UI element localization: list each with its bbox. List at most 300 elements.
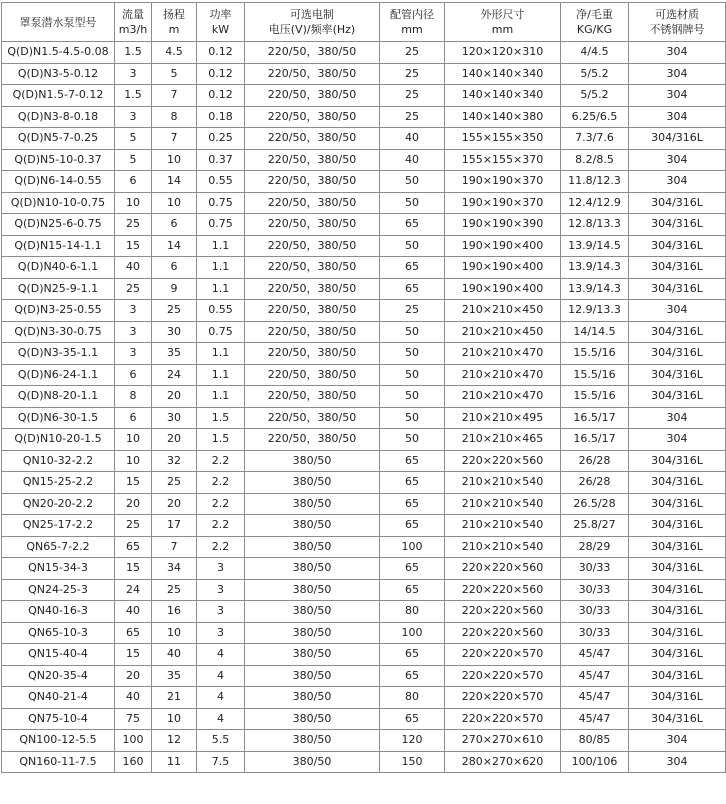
- cell-material: 304: [629, 171, 726, 193]
- cell-dimensions: 190×190×370: [445, 171, 561, 193]
- table-row: [2, 450, 726, 472]
- cell-power: 1.1: [197, 235, 245, 257]
- cell-material: 304/316L: [629, 321, 726, 343]
- cell-pipe: 50: [380, 321, 445, 343]
- cell-model: Q(D)N3-35-1.1: [2, 343, 115, 365]
- cell-electrical: 220/50，380/50: [245, 386, 380, 408]
- cell-material: 304/316L: [629, 515, 726, 537]
- cell-model: Q(D)N15-14-1.1: [2, 235, 115, 257]
- cell-pipe: 80: [380, 601, 445, 623]
- cell-pipe: 65: [380, 278, 445, 300]
- header-pipe: [380, 3, 445, 42]
- cell-weight: 45/47: [561, 644, 629, 666]
- cell-electrical: 380/50: [245, 536, 380, 558]
- table-row: [2, 708, 726, 730]
- cell-flow: 15: [115, 472, 152, 494]
- cell-model: Q(D)N5-10-0.37: [2, 149, 115, 171]
- header-electrical: [245, 3, 380, 42]
- cell-power: 4: [197, 687, 245, 709]
- table-row: [2, 128, 726, 150]
- cell-material: 304/316L: [629, 214, 726, 236]
- cell-material: 304/316L: [629, 536, 726, 558]
- cell-weight: 26/28: [561, 472, 629, 494]
- cell-electrical: 220/50，380/50: [245, 429, 380, 451]
- cell-dimensions: 140×140×340: [445, 63, 561, 85]
- cell-electrical: 220/50，380/50: [245, 364, 380, 386]
- cell-dimensions: 190×190×370: [445, 192, 561, 214]
- table-body: [2, 42, 726, 773]
- cell-electrical: 380/50: [245, 644, 380, 666]
- cell-head: 32: [152, 450, 197, 472]
- table-row: [2, 622, 726, 644]
- cell-head: 20: [152, 493, 197, 515]
- header-dimensions-unit: mm: [491, 23, 514, 36]
- cell-head: 20: [152, 429, 197, 451]
- cell-pipe: 50: [380, 192, 445, 214]
- header-head-label: 扬程: [163, 8, 185, 21]
- cell-material: 304/316L: [629, 386, 726, 408]
- header-weight-label: 净/毛重: [576, 8, 613, 21]
- cell-flow: 20: [115, 493, 152, 515]
- cell-electrical: 220/50，380/50: [245, 278, 380, 300]
- cell-dimensions: 270×270×610: [445, 730, 561, 752]
- cell-dimensions: 210×210×450: [445, 321, 561, 343]
- cell-pipe: 100: [380, 622, 445, 644]
- table-row: [2, 687, 726, 709]
- cell-material: 304: [629, 42, 726, 64]
- table-row: [2, 278, 726, 300]
- cell-weight: 28/29: [561, 536, 629, 558]
- cell-pipe: 50: [380, 386, 445, 408]
- cell-power: 0.75: [197, 321, 245, 343]
- cell-power: 0.37: [197, 149, 245, 171]
- cell-dimensions: 220×220×570: [445, 665, 561, 687]
- cell-pipe: 65: [380, 579, 445, 601]
- cell-power: 0.75: [197, 192, 245, 214]
- cell-dimensions: 220×220×560: [445, 601, 561, 623]
- cell-flow: 6: [115, 364, 152, 386]
- cell-weight: 30/33: [561, 622, 629, 644]
- header-pipe-unit: mm: [401, 23, 423, 36]
- header-pipe-label: 配管内径: [390, 8, 434, 21]
- cell-electrical: 220/50，380/50: [245, 192, 380, 214]
- cell-model: QN20-20-2.2: [2, 493, 115, 515]
- cell-dimensions: 210×210×540: [445, 536, 561, 558]
- table-row: [2, 386, 726, 408]
- cell-flow: 20: [115, 665, 152, 687]
- cell-weight: 15.5/16: [561, 364, 629, 386]
- cell-head: 25: [152, 472, 197, 494]
- cell-electrical: 220/50，380/50: [245, 343, 380, 365]
- cell-electrical: 380/50: [245, 665, 380, 687]
- table-row: [2, 472, 726, 494]
- cell-material: 304/316L: [629, 257, 726, 279]
- cell-dimensions: 190×190×400: [445, 257, 561, 279]
- cell-material: 304: [629, 106, 726, 128]
- header-power: [197, 3, 245, 42]
- cell-dimensions: 190×190×400: [445, 278, 561, 300]
- cell-flow: 15: [115, 558, 152, 580]
- cell-dimensions: 210×210×495: [445, 407, 561, 429]
- header-flow-label: 流量: [122, 8, 144, 21]
- cell-electrical: 220/50，380/50: [245, 407, 380, 429]
- cell-flow: 1.5: [115, 85, 152, 107]
- cell-flow: 5: [115, 128, 152, 150]
- cell-flow: 6: [115, 171, 152, 193]
- table-row: [2, 579, 726, 601]
- cell-head: 35: [152, 343, 197, 365]
- cell-flow: 10: [115, 429, 152, 451]
- cell-power: 3: [197, 622, 245, 644]
- cell-power: 0.12: [197, 63, 245, 85]
- cell-weight: 16.5/17: [561, 429, 629, 451]
- cell-flow: 25: [115, 214, 152, 236]
- cell-power: 2.2: [197, 536, 245, 558]
- cell-power: 0.55: [197, 300, 245, 322]
- cell-electrical: 220/50，380/50: [245, 171, 380, 193]
- cell-flow: 75: [115, 708, 152, 730]
- table-row: [2, 343, 726, 365]
- cell-model: Q(D)N8-20-1.1: [2, 386, 115, 408]
- cell-head: 40: [152, 644, 197, 666]
- cell-pipe: 25: [380, 106, 445, 128]
- cell-dimensions: 220×220×570: [445, 687, 561, 709]
- cell-pipe: 65: [380, 257, 445, 279]
- cell-model: Q(D)N5-7-0.25: [2, 128, 115, 150]
- cell-dimensions: 210×210×470: [445, 386, 561, 408]
- cell-electrical: 380/50: [245, 515, 380, 537]
- cell-weight: 26.5/28: [561, 493, 629, 515]
- cell-electrical: 380/50: [245, 579, 380, 601]
- cell-dimensions: 140×140×340: [445, 85, 561, 107]
- cell-model: QN15-34-3: [2, 558, 115, 580]
- cell-power: 4: [197, 708, 245, 730]
- cell-model: Q(D)N1.5-7-0.12: [2, 85, 115, 107]
- table-row: [2, 730, 726, 752]
- cell-flow: 3: [115, 321, 152, 343]
- cell-head: 25: [152, 579, 197, 601]
- table-row: [2, 407, 726, 429]
- cell-weight: 100/106: [561, 751, 629, 773]
- cell-material: 304/316L: [629, 665, 726, 687]
- cell-dimensions: 190×190×400: [445, 235, 561, 257]
- cell-model: QN40-16-3: [2, 601, 115, 623]
- cell-head: 24: [152, 364, 197, 386]
- table-row: [2, 644, 726, 666]
- cell-head: 7: [152, 85, 197, 107]
- cell-material: 304/316L: [629, 622, 726, 644]
- header-dimensions-label: 外形尺寸: [480, 8, 525, 21]
- header-head: [152, 3, 197, 42]
- cell-flow: 40: [115, 687, 152, 709]
- cell-head: 5: [152, 63, 197, 85]
- cell-model: QN10-32-2.2: [2, 450, 115, 472]
- cell-model: Q(D)N10-20-1.5: [2, 429, 115, 451]
- table-row: [2, 257, 726, 279]
- cell-flow: 100: [115, 730, 152, 752]
- cell-model: QN40-21-4: [2, 687, 115, 709]
- cell-material: 304/316L: [629, 493, 726, 515]
- cell-electrical: 220/50，380/50: [245, 149, 380, 171]
- cell-electrical: 380/50: [245, 708, 380, 730]
- cell-pipe: 150: [380, 751, 445, 773]
- cell-pipe: 50: [380, 364, 445, 386]
- cell-weight: 13.9/14.5: [561, 235, 629, 257]
- cell-pipe: 65: [380, 472, 445, 494]
- cell-weight: 30/33: [561, 558, 629, 580]
- cell-head: 25: [152, 300, 197, 322]
- header-electrical-label: 可选电制: [290, 8, 334, 21]
- cell-model: QN75-10-4: [2, 708, 115, 730]
- cell-pipe: 25: [380, 42, 445, 64]
- pump-spec-table: [1, 2, 726, 773]
- cell-dimensions: 280×270×620: [445, 751, 561, 773]
- cell-power: 0.55: [197, 171, 245, 193]
- cell-material: 304/316L: [629, 278, 726, 300]
- cell-weight: 4/4.5: [561, 42, 629, 64]
- cell-model: Q(D)N6-14-0.55: [2, 171, 115, 193]
- cell-electrical: 380/50: [245, 558, 380, 580]
- cell-electrical: 380/50: [245, 601, 380, 623]
- cell-dimensions: 220×220×560: [445, 622, 561, 644]
- table-row: [2, 751, 726, 773]
- cell-electrical: 220/50，380/50: [245, 42, 380, 64]
- cell-head: 35: [152, 665, 197, 687]
- cell-head: 7: [152, 128, 197, 150]
- cell-electrical: 380/50: [245, 450, 380, 472]
- cell-flow: 40: [115, 601, 152, 623]
- cell-model: QN25-17-2.2: [2, 515, 115, 537]
- table-row: [2, 429, 726, 451]
- cell-weight: 7.3/7.6: [561, 128, 629, 150]
- cell-weight: 26/28: [561, 450, 629, 472]
- cell-pipe: 100: [380, 536, 445, 558]
- header-material-label: 可选材质: [655, 8, 699, 21]
- cell-weight: 45/47: [561, 687, 629, 709]
- table-row: [2, 42, 726, 64]
- cell-material: 304/316L: [629, 235, 726, 257]
- cell-material: 304/316L: [629, 558, 726, 580]
- cell-head: 6: [152, 214, 197, 236]
- cell-material: 304/316L: [629, 644, 726, 666]
- cell-weight: 25.8/27: [561, 515, 629, 537]
- cell-model: Q(D)N3-5-0.12: [2, 63, 115, 85]
- cell-power: 7.5: [197, 751, 245, 773]
- cell-electrical: 380/50: [245, 493, 380, 515]
- cell-flow: 6: [115, 407, 152, 429]
- cell-power: 3: [197, 579, 245, 601]
- cell-flow: 25: [115, 515, 152, 537]
- header-weight-unit: KG/KG: [576, 23, 613, 36]
- cell-model: Q(D)N1.5-4.5-0.08: [2, 42, 115, 64]
- cell-head: 30: [152, 321, 197, 343]
- cell-flow: 3: [115, 300, 152, 322]
- cell-power: 5.5: [197, 730, 245, 752]
- cell-flow: 5: [115, 149, 152, 171]
- table-row: [2, 214, 726, 236]
- cell-pipe: 65: [380, 214, 445, 236]
- cell-head: 4.5: [152, 42, 197, 64]
- cell-flow: 10: [115, 450, 152, 472]
- table-row: [2, 235, 726, 257]
- table-row: [2, 493, 726, 515]
- cell-flow: 65: [115, 622, 152, 644]
- table-row: [2, 149, 726, 171]
- cell-power: 2.2: [197, 450, 245, 472]
- cell-head: 7: [152, 536, 197, 558]
- cell-model: QN100-12-5.5: [2, 730, 115, 752]
- cell-electrical: 220/50，380/50: [245, 321, 380, 343]
- cell-power: 1.5: [197, 429, 245, 451]
- cell-electrical: 380/50: [245, 622, 380, 644]
- cell-pipe: 80: [380, 687, 445, 709]
- cell-electrical: 220/50，380/50: [245, 214, 380, 236]
- cell-model: QN20-35-4: [2, 665, 115, 687]
- cell-head: 20: [152, 386, 197, 408]
- cell-pipe: 50: [380, 407, 445, 429]
- header-flow: [115, 3, 152, 42]
- cell-power: 0.12: [197, 42, 245, 64]
- spec-table-container: [1, 2, 705, 773]
- cell-dimensions: 220×220×560: [445, 450, 561, 472]
- header-model: [2, 3, 115, 42]
- cell-dimensions: 190×190×390: [445, 214, 561, 236]
- cell-electrical: 380/50: [245, 730, 380, 752]
- cell-weight: 11.8/12.3: [561, 171, 629, 193]
- cell-material: 304: [629, 429, 726, 451]
- cell-flow: 1.5: [115, 42, 152, 64]
- cell-weight: 45/47: [561, 708, 629, 730]
- header-dimensions: [445, 3, 561, 42]
- cell-pipe: 65: [380, 644, 445, 666]
- cell-power: 4: [197, 644, 245, 666]
- cell-power: 0.75: [197, 214, 245, 236]
- cell-power: 2.2: [197, 493, 245, 515]
- cell-dimensions: 220×220×570: [445, 708, 561, 730]
- cell-weight: 15.5/16: [561, 343, 629, 365]
- cell-material: 304: [629, 149, 726, 171]
- table-row: [2, 665, 726, 687]
- cell-flow: 40: [115, 257, 152, 279]
- cell-pipe: 40: [380, 149, 445, 171]
- cell-dimensions: 220×220×570: [445, 644, 561, 666]
- cell-head: 30: [152, 407, 197, 429]
- cell-material: 304/316L: [629, 708, 726, 730]
- cell-model: QN15-40-4: [2, 644, 115, 666]
- cell-head: 14: [152, 235, 197, 257]
- cell-electrical: 380/50: [245, 751, 380, 773]
- header-flow-unit: m3/h: [118, 23, 148, 36]
- table-row: [2, 171, 726, 193]
- cell-dimensions: 210×210×470: [445, 364, 561, 386]
- cell-power: 0.18: [197, 106, 245, 128]
- cell-flow: 3: [115, 63, 152, 85]
- cell-model: Q(D)N25-9-1.1: [2, 278, 115, 300]
- header-model-label: 罩泵潜水泵型号: [19, 15, 97, 29]
- cell-power: 1.1: [197, 257, 245, 279]
- cell-material: 304: [629, 407, 726, 429]
- cell-electrical: 220/50，380/50: [245, 128, 380, 150]
- cell-material: 304: [629, 300, 726, 322]
- cell-pipe: 50: [380, 429, 445, 451]
- cell-dimensions: 155×155×350: [445, 128, 561, 150]
- cell-material: 304: [629, 63, 726, 85]
- cell-dimensions: 210×210×465: [445, 429, 561, 451]
- cell-model: QN24-25-3: [2, 579, 115, 601]
- cell-power: 1.5: [197, 407, 245, 429]
- cell-power: 0.25: [197, 128, 245, 150]
- cell-weight: 30/33: [561, 579, 629, 601]
- cell-electrical: 220/50，380/50: [245, 257, 380, 279]
- cell-weight: 8.2/8.5: [561, 149, 629, 171]
- cell-dimensions: 210×210×540: [445, 493, 561, 515]
- cell-flow: 8: [115, 386, 152, 408]
- cell-weight: 14/14.5: [561, 321, 629, 343]
- cell-dimensions: 220×220×560: [445, 579, 561, 601]
- cell-model: Q(D)N3-25-0.55: [2, 300, 115, 322]
- cell-model: Q(D)N3-8-0.18: [2, 106, 115, 128]
- cell-head: 9: [152, 278, 197, 300]
- cell-pipe: 50: [380, 235, 445, 257]
- table-row: [2, 192, 726, 214]
- cell-head: 14: [152, 171, 197, 193]
- cell-flow: 25: [115, 278, 152, 300]
- cell-weight: 30/33: [561, 601, 629, 623]
- cell-material: 304: [629, 751, 726, 773]
- table-row: [2, 321, 726, 343]
- cell-dimensions: 140×140×380: [445, 106, 561, 128]
- cell-electrical: 380/50: [245, 687, 380, 709]
- table-row: [2, 601, 726, 623]
- cell-weight: 45/47: [561, 665, 629, 687]
- cell-model: Q(D)N6-24-1.1: [2, 364, 115, 386]
- cell-pipe: 40: [380, 128, 445, 150]
- cell-flow: 10: [115, 192, 152, 214]
- cell-weight: 15.5/16: [561, 386, 629, 408]
- cell-power: 1.1: [197, 364, 245, 386]
- cell-material: 304/316L: [629, 364, 726, 386]
- cell-flow: 160: [115, 751, 152, 773]
- cell-electrical: 220/50，380/50: [245, 235, 380, 257]
- cell-head: 10: [152, 149, 197, 171]
- cell-dimensions: 210×210×470: [445, 343, 561, 365]
- cell-weight: 5/5.2: [561, 85, 629, 107]
- cell-weight: 6.25/6.5: [561, 106, 629, 128]
- cell-electrical: 220/50，380/50: [245, 106, 380, 128]
- cell-weight: 5/5.2: [561, 63, 629, 85]
- cell-power: 2.2: [197, 472, 245, 494]
- cell-power: 0.12: [197, 85, 245, 107]
- table-row: [2, 300, 726, 322]
- cell-material: 304/316L: [629, 687, 726, 709]
- cell-power: 1.1: [197, 343, 245, 365]
- cell-pipe: 65: [380, 665, 445, 687]
- cell-pipe: 25: [380, 63, 445, 85]
- cell-head: 10: [152, 192, 197, 214]
- cell-head: 11: [152, 751, 197, 773]
- cell-pipe: 25: [380, 85, 445, 107]
- cell-material: 304: [629, 730, 726, 752]
- cell-head: 16: [152, 601, 197, 623]
- cell-weight: 12.8/13.3: [561, 214, 629, 236]
- table-row: [2, 536, 726, 558]
- table-row: [2, 558, 726, 580]
- cell-pipe: 65: [380, 515, 445, 537]
- cell-electrical: 220/50，380/50: [245, 85, 380, 107]
- cell-dimensions: 210×210×450: [445, 300, 561, 322]
- cell-power: 2.2: [197, 515, 245, 537]
- cell-weight: 13.9/14.3: [561, 278, 629, 300]
